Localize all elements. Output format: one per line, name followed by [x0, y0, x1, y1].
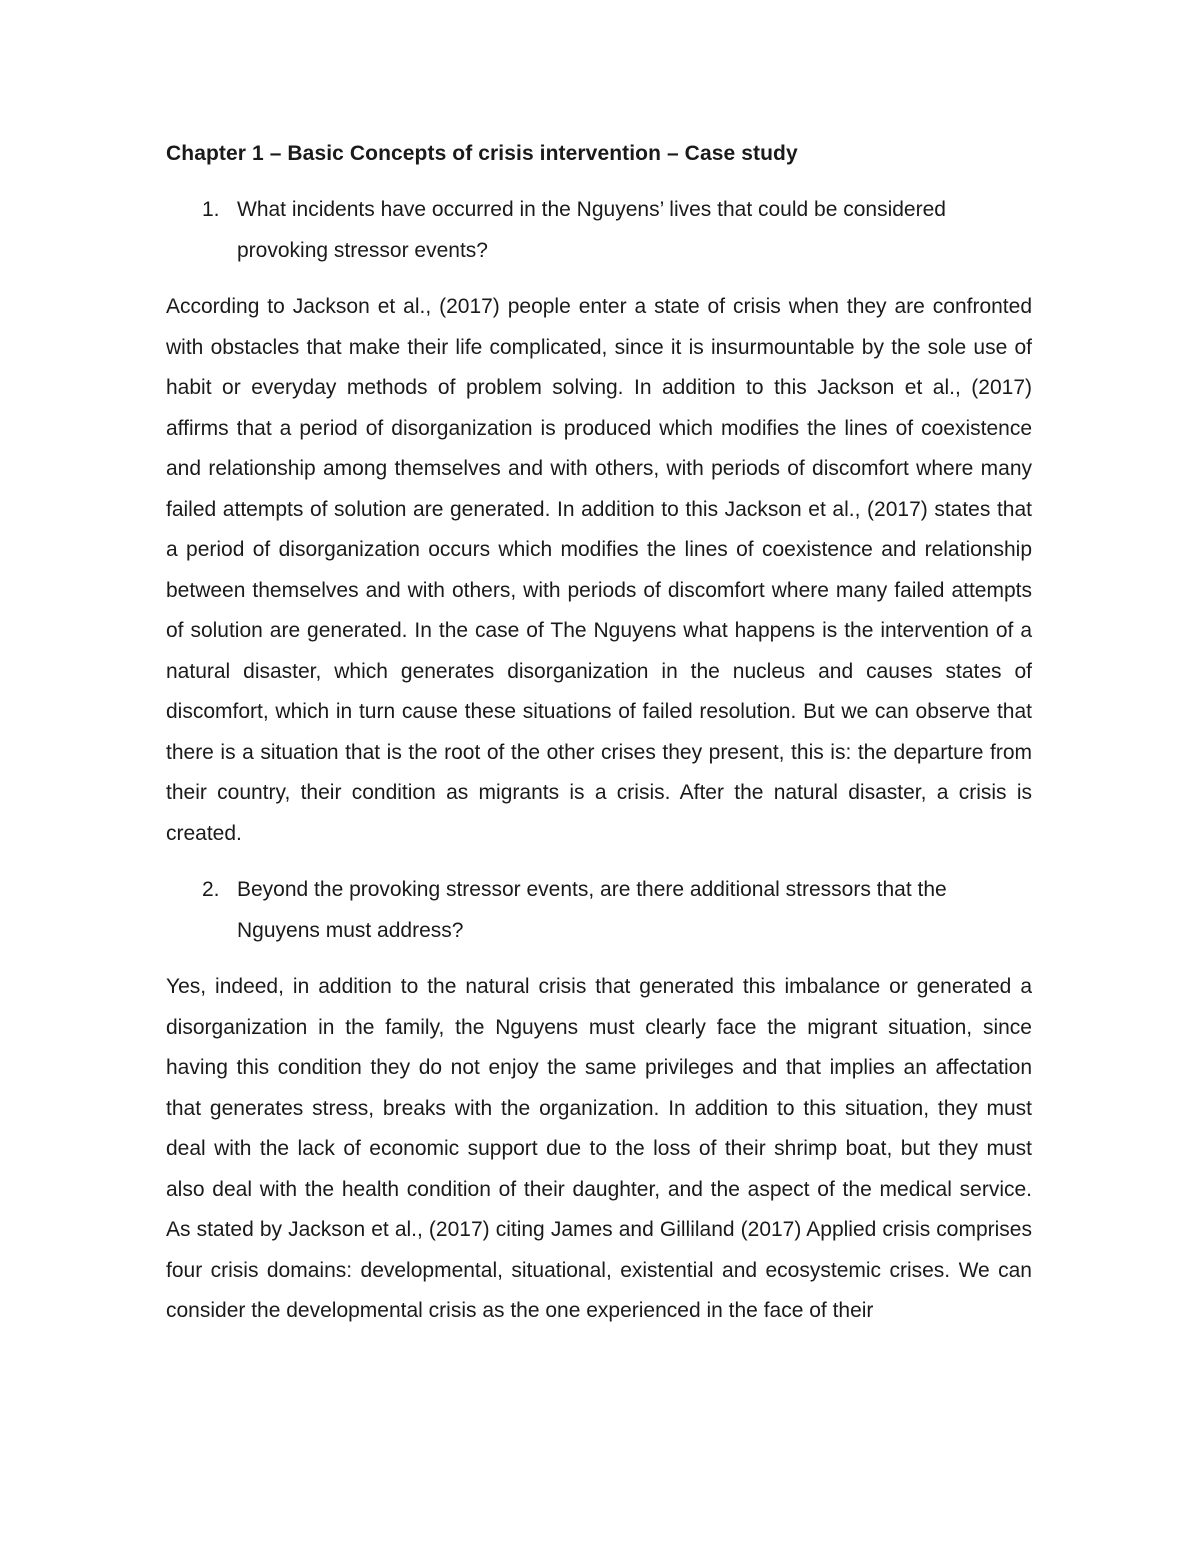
- question-2: [166, 870, 1032, 951]
- question-1-text: What incidents have occurred in the Nguyens’ lives that could be considered provoking stressor events?: [237, 198, 946, 262]
- answer-1-paragraph: According to Jackson et al., (2017) people enter a state of crisis when they are confronted with obstacles that make their life complicated, since it is insurmountable by the sole use of habit or everyday methods of problem solving. In addition to this Jackson et al., (2017) affirms that a period of disorganization is produced which modifies the lines of coexistence and relationship among themselves and with others, with periods of discomfort where many failed attempts of solution are generated. In addition to this Jackson et al., (2017) states that a period of disorganization occurs which modifies the lines of coexistence and relationship between themselves and with others, with periods of discomfort where many failed attempts of solution are generated. In the case of The Nguyens what happens is the intervention of a natural disaster, which generates disorganization in the nucleus and causes states of discomfort, which in turn cause these situations of failed resolution. But we can observe that there is a situation that is the root of the other crises they present, this is: the departure from their country, their condition as migrants is a crisis. After the natural disaster, a crisis is created.: [166, 295, 1032, 845]
- question-2-text: Beyond the provoking stressor events, are there additional stressors that the Nguyens must address?: [237, 878, 947, 942]
- question-1: [166, 190, 1032, 271]
- answer-2-paragraph: Yes, indeed, in addition to the natural crisis that generated this imbalance or generated a disorganization in the family, the Nguyens must clearly face the migrant situation, since having this condition they do not enjoy the same privileges and that implies an affectation that generates stress, breaks with the organization. In addition to this situation, they must deal with the lack of economic support due to the loss of their shrimp boat, but they must also deal with the health condition of their daughter, and the aspect of the medical service. As stated by Jackson et al., (2017) citing James and Gilliland (2017) Applied crisis comprises four crisis domains: developmental, situational, existential and ecosystemic crises. We can consider the developmental crisis as the one experienced in the face of their: [166, 975, 1032, 1322]
- document-title: Chapter 1 – Basic Concepts of crisis intervention – Case study: [166, 142, 798, 165]
- document-body: [166, 134, 1032, 1332]
- question-1-number: 1.: [202, 198, 220, 221]
- question-2-number: 2.: [202, 878, 220, 901]
